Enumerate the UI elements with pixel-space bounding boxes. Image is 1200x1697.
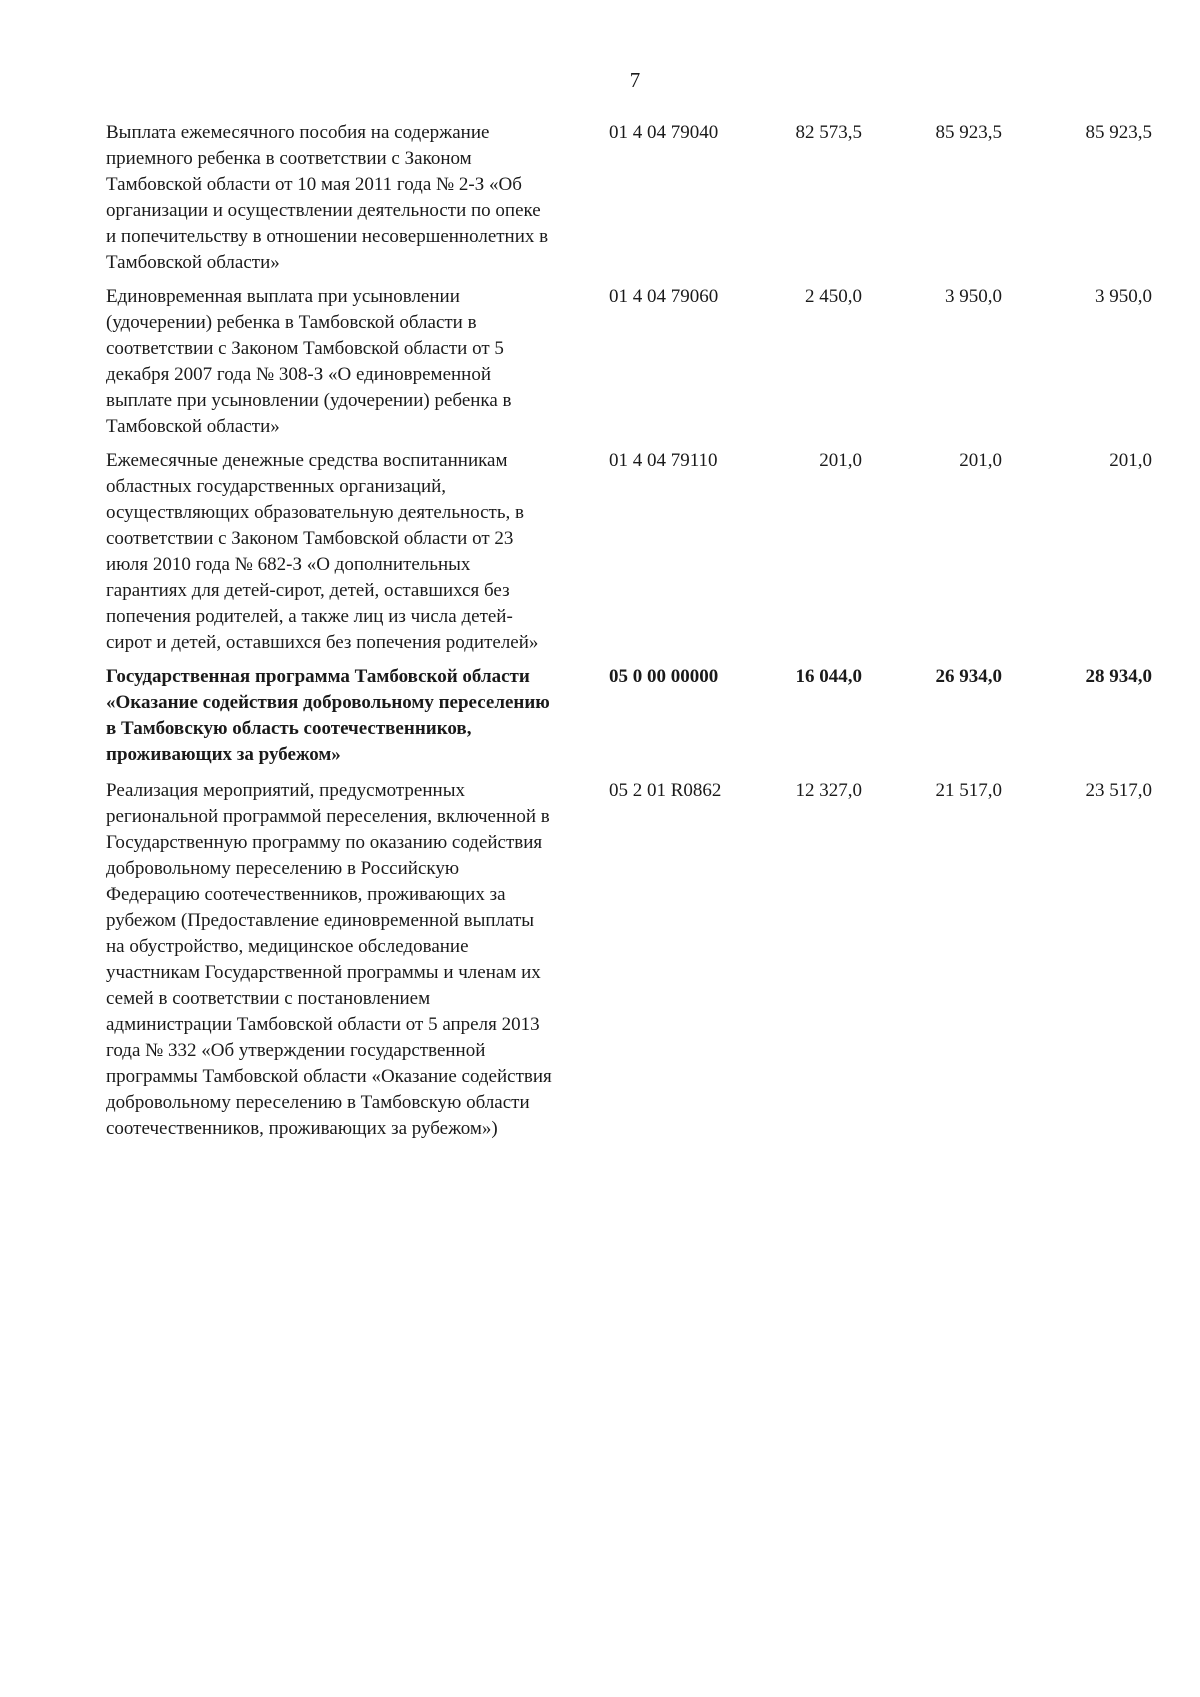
row-code: 01 4 04 79110 xyxy=(609,450,718,471)
table-row xyxy=(106,120,1170,276)
row-value-3: 3 950,0 xyxy=(1095,286,1152,307)
row-description: Реализация мероприятий, предусмотренных региональной программой переселения, включенной в Государственную программу по оказанию содействия добровольному переселению в Российскую Федерацию соотечественников, проживающих за рубежом (Предоставление единовременной выплаты на обустройство, медицинское обследование участникам Государственной программы и членам их семей в соответствии с постановлением администрации Тамбовской области от 5 апреля 2013 года № 332 «Об утверждении государственной программы Тамбовской области «Оказание содействия добровольному переселению в Тамбовскую области соотечественников, проживающих за рубежом») xyxy=(106,780,552,1139)
table-row xyxy=(106,284,1170,440)
row-value-1: 201,0 xyxy=(819,450,862,471)
row-description: Ежемесячные денежные средства воспитанникам областных государственных организаций, осуществляющих образовательную деятельность, в соответствии с Законом Тамбовской области от 23 июля 2010 года № 682-З «О дополнительных гарантиях для детей-сирот, детей, оставшихся без попечения родителей, а также лиц из числа детей-сирот и детей, оставшихся без попечения родителей» xyxy=(106,450,539,653)
row-code: 05 0 00 00000 xyxy=(609,666,719,687)
row-value-2: 201,0 xyxy=(959,450,1002,471)
row-value-2: 3 950,0 xyxy=(945,286,1002,307)
table-row-program xyxy=(106,664,1170,768)
row-value-1: 16 044,0 xyxy=(795,666,862,687)
row-value-1: 82 573,5 xyxy=(795,122,862,143)
row-value-2: 85 923,5 xyxy=(935,122,1002,143)
table-row xyxy=(106,778,1170,1142)
budget-table xyxy=(106,120,1170,1150)
page-number: 7 xyxy=(629,68,641,92)
row-code: 01 4 04 79060 xyxy=(609,286,719,307)
row-value-3: 85 923,5 xyxy=(1085,122,1152,143)
row-code: 05 2 01 R0862 xyxy=(609,780,722,801)
row-value-2: 26 934,0 xyxy=(935,666,1002,687)
row-value-2: 21 517,0 xyxy=(935,780,1002,801)
row-value-1: 12 327,0 xyxy=(795,780,862,801)
row-value-3: 23 517,0 xyxy=(1085,780,1152,801)
table-row xyxy=(106,448,1170,656)
row-description: Единовременная выплата при усыновлении (удочерении) ребенка в Тамбовской области в соответствии с Законом Тамбовской области от 5 декабря 2007 года № 308-З «О единовременной выплате при усыновлении (удочерении) ребенка в Тамбовской области» xyxy=(106,286,512,437)
row-description: Государственная программа Тамбовской области «Оказание содействия добровольному переселению в Тамбовскую область соотечественников, проживающих за рубежом» xyxy=(106,666,550,765)
row-value-1: 2 450,0 xyxy=(805,286,862,307)
row-value-3: 201,0 xyxy=(1109,450,1152,471)
row-description: Выплата ежемесячного пособия на содержание приемного ребенка в соответствии с Законом Тамбовской области от 10 мая 2011 года № 2-З «Об организации и осуществлении деятельности по опеке и попечительству в отношении несовершеннолетних в Тамбовской области» xyxy=(106,122,549,273)
row-value-3: 28 934,0 xyxy=(1085,666,1152,687)
row-code: 01 4 04 79040 xyxy=(609,122,719,143)
